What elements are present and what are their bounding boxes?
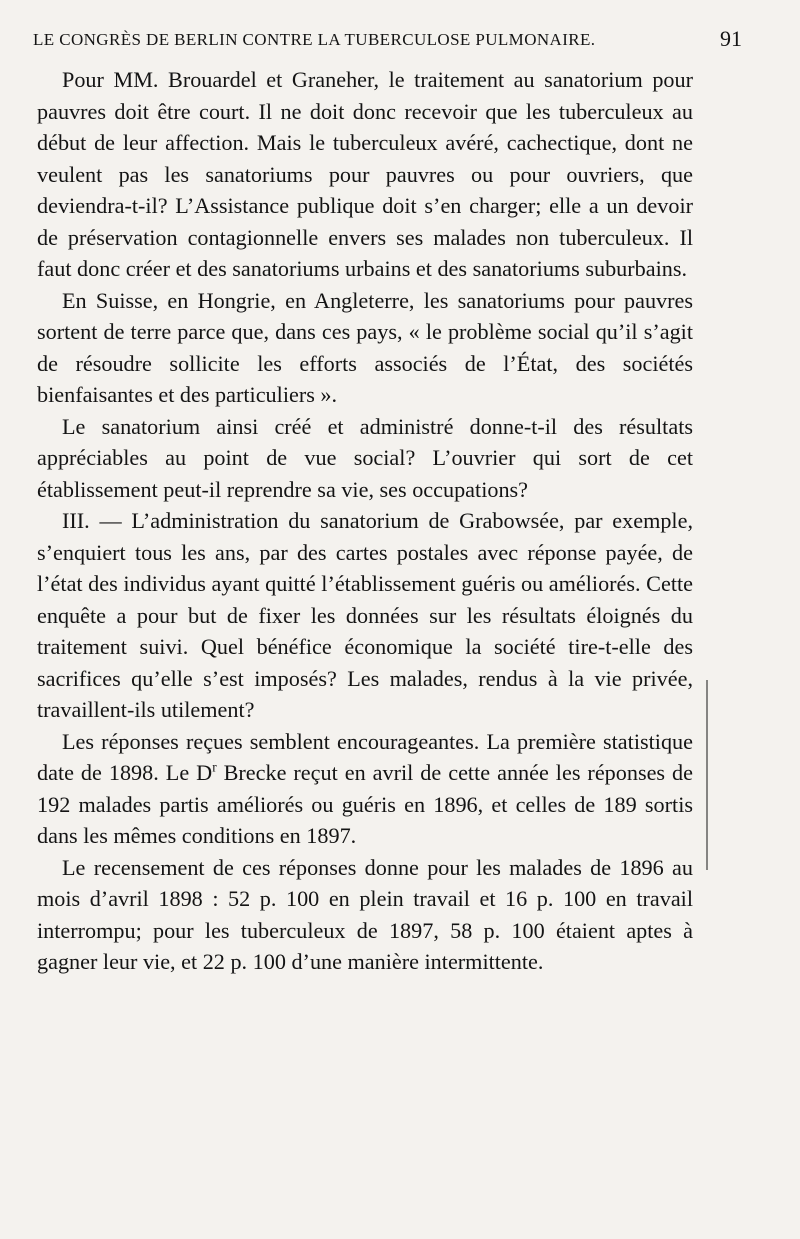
page-body — [37, 64, 693, 978]
margin-pencil-mark — [706, 680, 708, 870]
paragraph-5-part-2: Brecke reçut en avril de cette année les réponses de 192 malades partis améliorés ou guéris en 1896, et celles de 189 sortis dans les mêmes conditions en 1897. — [37, 760, 693, 848]
paragraph-6: Le recensement de ces réponses donne pour les malades de 1896 au mois d’avril 1898 : 52 p. 100 en plein travail et 16 p. 100 en travail interrompu; pour les tuberculeux de 1897, 58 p. 100 étaient aptes à gagner leur vie, et 22 p. 100 d’une manière intermittente. — [37, 854, 693, 974]
paragraph-1: Pour MM. Brouardel et Graneher, le traitement au sanatorium pour pauvres doit être court. Il ne doit donc recevoir que les tuberculeux au début de leur affection. Mais le tuberculeux avéré, cachectique, dont ne veulent pas les sanatoriums pour pauvres ou pour ouvriers, que deviendra-t-il? L’Assistance publique doit s’en charger; elle a un devoir de préservation contagionnelle envers ses malades non tuberculeux. Il faut donc créer et des sanatoriums urbains et des sanatoriums suburbains. — [37, 67, 693, 281]
running-title: LE CONGRÈS DE BERLIN CONTRE LA TUBERCULOSE PULMONAIRE. — [33, 30, 596, 49]
paragraph-3: Le sanatorium ainsi créé et administré donne-t-il des résultats appréciables au point de vue social? L’ouvrier qui sort de cet établissement peut-il reprendre sa vie, ses occupations? — [37, 413, 693, 502]
paragraph-2: En Suisse, en Hongrie, en Angleterre, les sanatoriums pour pauvres sortent de terre parce que, dans ces pays, « le problème social qu’il s’agit de résoudre sollicite les efforts associés de l’État, des sociétés bienfaisantes et des particuliers ». — [37, 287, 693, 407]
page-number: 91 — [720, 26, 742, 51]
paragraph-5 — [37, 726, 693, 852]
doctor-abbrev-superscript: r — [212, 759, 217, 775]
paragraph-5-part-1: Les réponses reçues semblent encourageantes. La première statistique date de 1898. Le D — [37, 728, 693, 785]
running-header — [33, 26, 742, 60]
paragraph-4: III. — L’administration du sanatorium de Grabowsée, par exemple, s’enquiert tous les ans, par des cartes postales avec réponse payée, de l’état des individus ayant quitté l’établissement guéris ou améliorés. Cette enquête a pour but de fixer les données sur les résultats éloignés du traitement suivi. Quel bénéfice économique la société tire-t-elle des sacrifices qu’elle s’est imposés? Les malades, rendus à la vie privée, travaillent-ils utilement? — [37, 508, 693, 722]
